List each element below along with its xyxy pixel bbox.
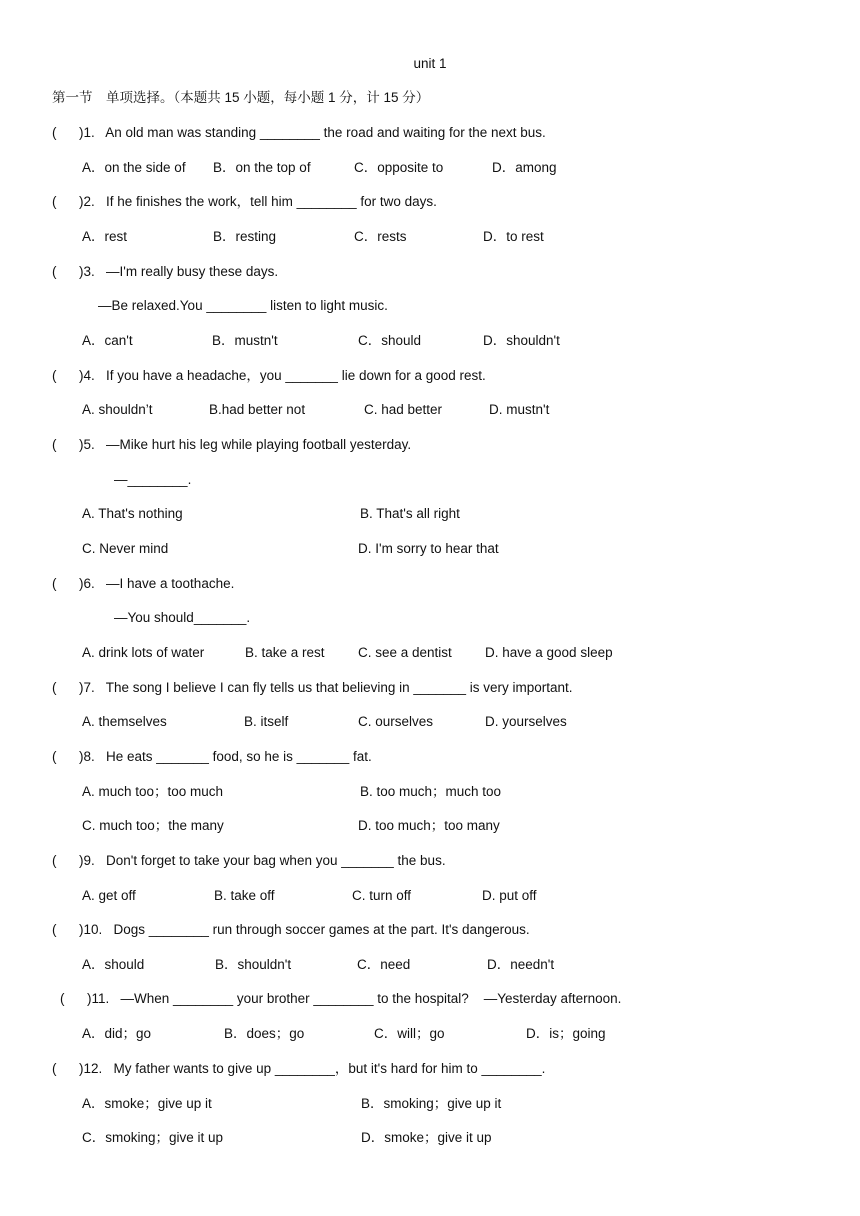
question-2-option-b: B．resting <box>213 229 277 244</box>
question-11-stem: ( )11. —When ________ your brother ________ to the hospital? —Yesterday afternoon. <box>60 991 622 1006</box>
question-9-option-b: B. take off <box>214 888 275 903</box>
question-1-option-a: A．on the side of <box>82 160 186 175</box>
question-12-stem: ( )12. My father wants to give up ________，but it's hard for him to ________. <box>52 1061 546 1076</box>
question-10-option-d: D．needn't <box>487 957 555 972</box>
question-3-option-d: D．shouldn't <box>483 333 560 348</box>
question-11-option-b: B．does；go <box>224 1026 305 1041</box>
question-5-option-b: B. That's all right <box>360 506 460 521</box>
question-5-option-a: A. That's nothing <box>82 506 183 521</box>
question-1-option-b: B．on the top of <box>213 160 311 175</box>
question-3-option-b: B．mustn't <box>212 333 278 348</box>
question-10-stem: ( )10. Dogs ________ run through soccer games at the part. It's dangerous. <box>52 922 530 937</box>
question-8-stem: ( )8. He eats _______ food, so he is _______ fat. <box>52 749 372 764</box>
question-12-option-d: D．smoke；give it up <box>361 1130 492 1145</box>
question-1-option-d: D．among <box>492 160 557 175</box>
question-11-option-a: A．did；go <box>82 1026 152 1041</box>
question-6-option-c: C. see a dentist <box>358 645 452 660</box>
question-1-stem: ( )1. An old man was standing ________ the road and waiting for the next bus. <box>52 125 546 140</box>
question-9-option-d: D. put off <box>482 888 537 903</box>
question-8-option-d: D. too much；too many <box>358 818 500 833</box>
question-5-stem: ( )5. —Mike hurt his leg while playing football yesterday. <box>52 437 412 452</box>
question-3-stem: ( )3. —I'm really busy these days. <box>52 264 279 279</box>
question-10-option-a: A．should <box>82 957 145 972</box>
document-title: unit 1 <box>413 56 447 71</box>
question-8-option-c: C. much too；the many <box>82 818 224 833</box>
question-12-option-a: A．smoke；give up it <box>82 1096 212 1111</box>
question-5-option-c: C. Never mind <box>82 541 169 556</box>
question-11-option-d: D．is；going <box>526 1026 606 1041</box>
question-4-stem: ( )4. If you have a headache，you _______ lie down for a good rest. <box>52 368 486 383</box>
question-2-option-c: C．rests <box>354 229 407 244</box>
question-6-stem-reply: —You should_______. <box>114 610 251 625</box>
question-8-option-a: A. much too；too much <box>82 784 224 799</box>
question-2-option-a: A．rest <box>82 229 128 244</box>
question-4-option-d: D. mustn't <box>489 402 550 417</box>
question-6-stem: ( )6. —I have a toothache. <box>52 576 235 591</box>
question-2-stem: ( )2. If he finishes the work，tell him ________ for two days. <box>52 194 437 209</box>
question-6-option-d: D. have a good sleep <box>485 645 613 660</box>
question-4-option-c: C. had better <box>364 402 443 417</box>
question-2-option-d: D．to rest <box>483 229 544 244</box>
question-12-option-b: B．smoking；give up it <box>361 1096 502 1111</box>
question-8-option-b: B. too much；much too <box>360 784 502 799</box>
question-11-option-c: C．will；go <box>374 1026 445 1041</box>
question-6-option-b: B. take a rest <box>245 645 325 660</box>
question-5-option-d: D. I'm sorry to hear that <box>358 541 499 556</box>
question-9-option-c: C. turn off <box>352 888 412 903</box>
question-10-option-c: C．need <box>357 957 411 972</box>
question-7-option-b: B. itself <box>244 714 289 729</box>
question-3-stem-reply: —Be relaxed.You ________ listen to light music. <box>98 298 388 313</box>
section-heading: 第一节 单项选择。（本题共 15 小题，每小题 1 分，计 15 分） <box>52 90 430 105</box>
question-9-option-a: A. get off <box>82 888 136 903</box>
question-12-option-c: C．smoking；give it up <box>82 1130 224 1145</box>
question-4-option-b: B.had better not <box>209 402 306 417</box>
question-7-option-d: D. yourselves <box>485 714 567 729</box>
question-7-option-a: A. themselves <box>82 714 167 729</box>
question-7-option-c: C. ourselves <box>358 714 434 729</box>
question-3-option-c: C．should <box>358 333 422 348</box>
question-10-option-b: B．shouldn't <box>215 957 292 972</box>
question-9-stem: ( )9. Don't forget to take your bag when you _______ the bus. <box>52 853 446 868</box>
question-6-option-a: A. drink lots of water <box>82 645 205 660</box>
question-4-option-a: A. shouldn’t <box>82 402 153 417</box>
question-3-option-a: A．can't <box>82 333 133 348</box>
question-5-stem-reply: —________. <box>114 472 192 487</box>
question-1-option-c: C．opposite to <box>354 160 444 175</box>
question-7-stem: ( )7. The song I believe I can fly tells us that believing in _______ is very important. <box>52 680 573 695</box>
